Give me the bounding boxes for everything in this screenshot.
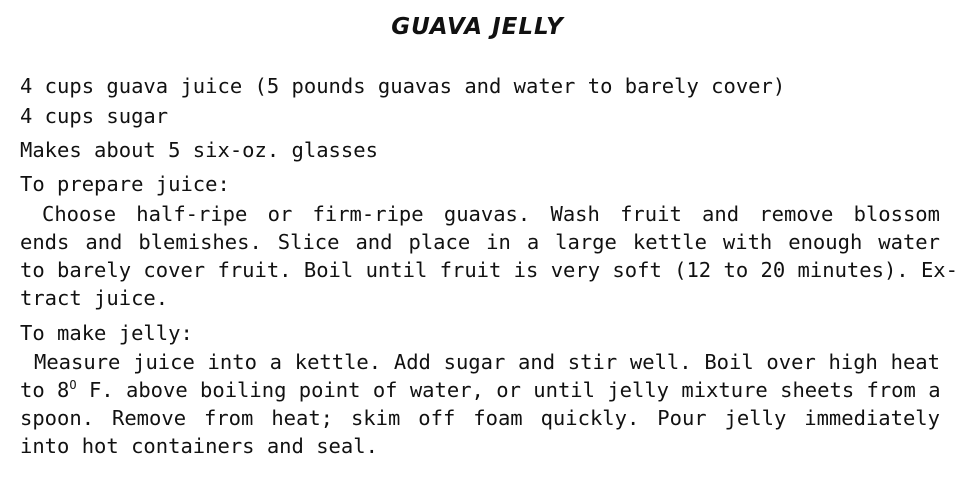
degree-mark: O bbox=[69, 378, 77, 392]
recipe-title: GUAVA JELLY bbox=[391, 14, 564, 40]
jelly-step-line bbox=[20, 378, 940, 402]
jelly-step-line: into hot containers and seal. bbox=[20, 434, 378, 458]
ingredient-juice: 4 cups guava juice (5 pounds guavas and water to barely cover) bbox=[20, 74, 786, 98]
juice-step-line: to barely cover fruit. Boil until fruit is very soft (12 to 20 minutes). Ex- bbox=[20, 258, 958, 282]
ingredient-sugar: 4 cups sugar bbox=[20, 104, 169, 128]
jelly-heading: To make jelly: bbox=[20, 321, 193, 345]
jelly-temp-rest: F. above boiling point of water, or until jelly mixture sheets from a bbox=[76, 378, 941, 402]
jelly-step-line: Measure juice into a kettle. Add sugar and stir well. Boil over high heat bbox=[34, 350, 940, 374]
juice-step-line: Choose half-ripe or firm-ripe guavas. Wash fruit and remove blossom bbox=[42, 202, 940, 226]
juice-heading: To prepare juice: bbox=[20, 172, 230, 196]
juice-step-line: tract juice. bbox=[20, 286, 169, 310]
jelly-temp-text: to 8 bbox=[20, 378, 70, 402]
jelly-step-line: spoon. Remove from heat; skim off foam quickly. Pour jelly immediately bbox=[20, 406, 940, 430]
juice-step-line: ends and blemishes. Slice and place in a large kettle with enough water bbox=[20, 230, 940, 254]
recipe-yield: Makes about 5 six-oz. glasses bbox=[20, 138, 378, 162]
